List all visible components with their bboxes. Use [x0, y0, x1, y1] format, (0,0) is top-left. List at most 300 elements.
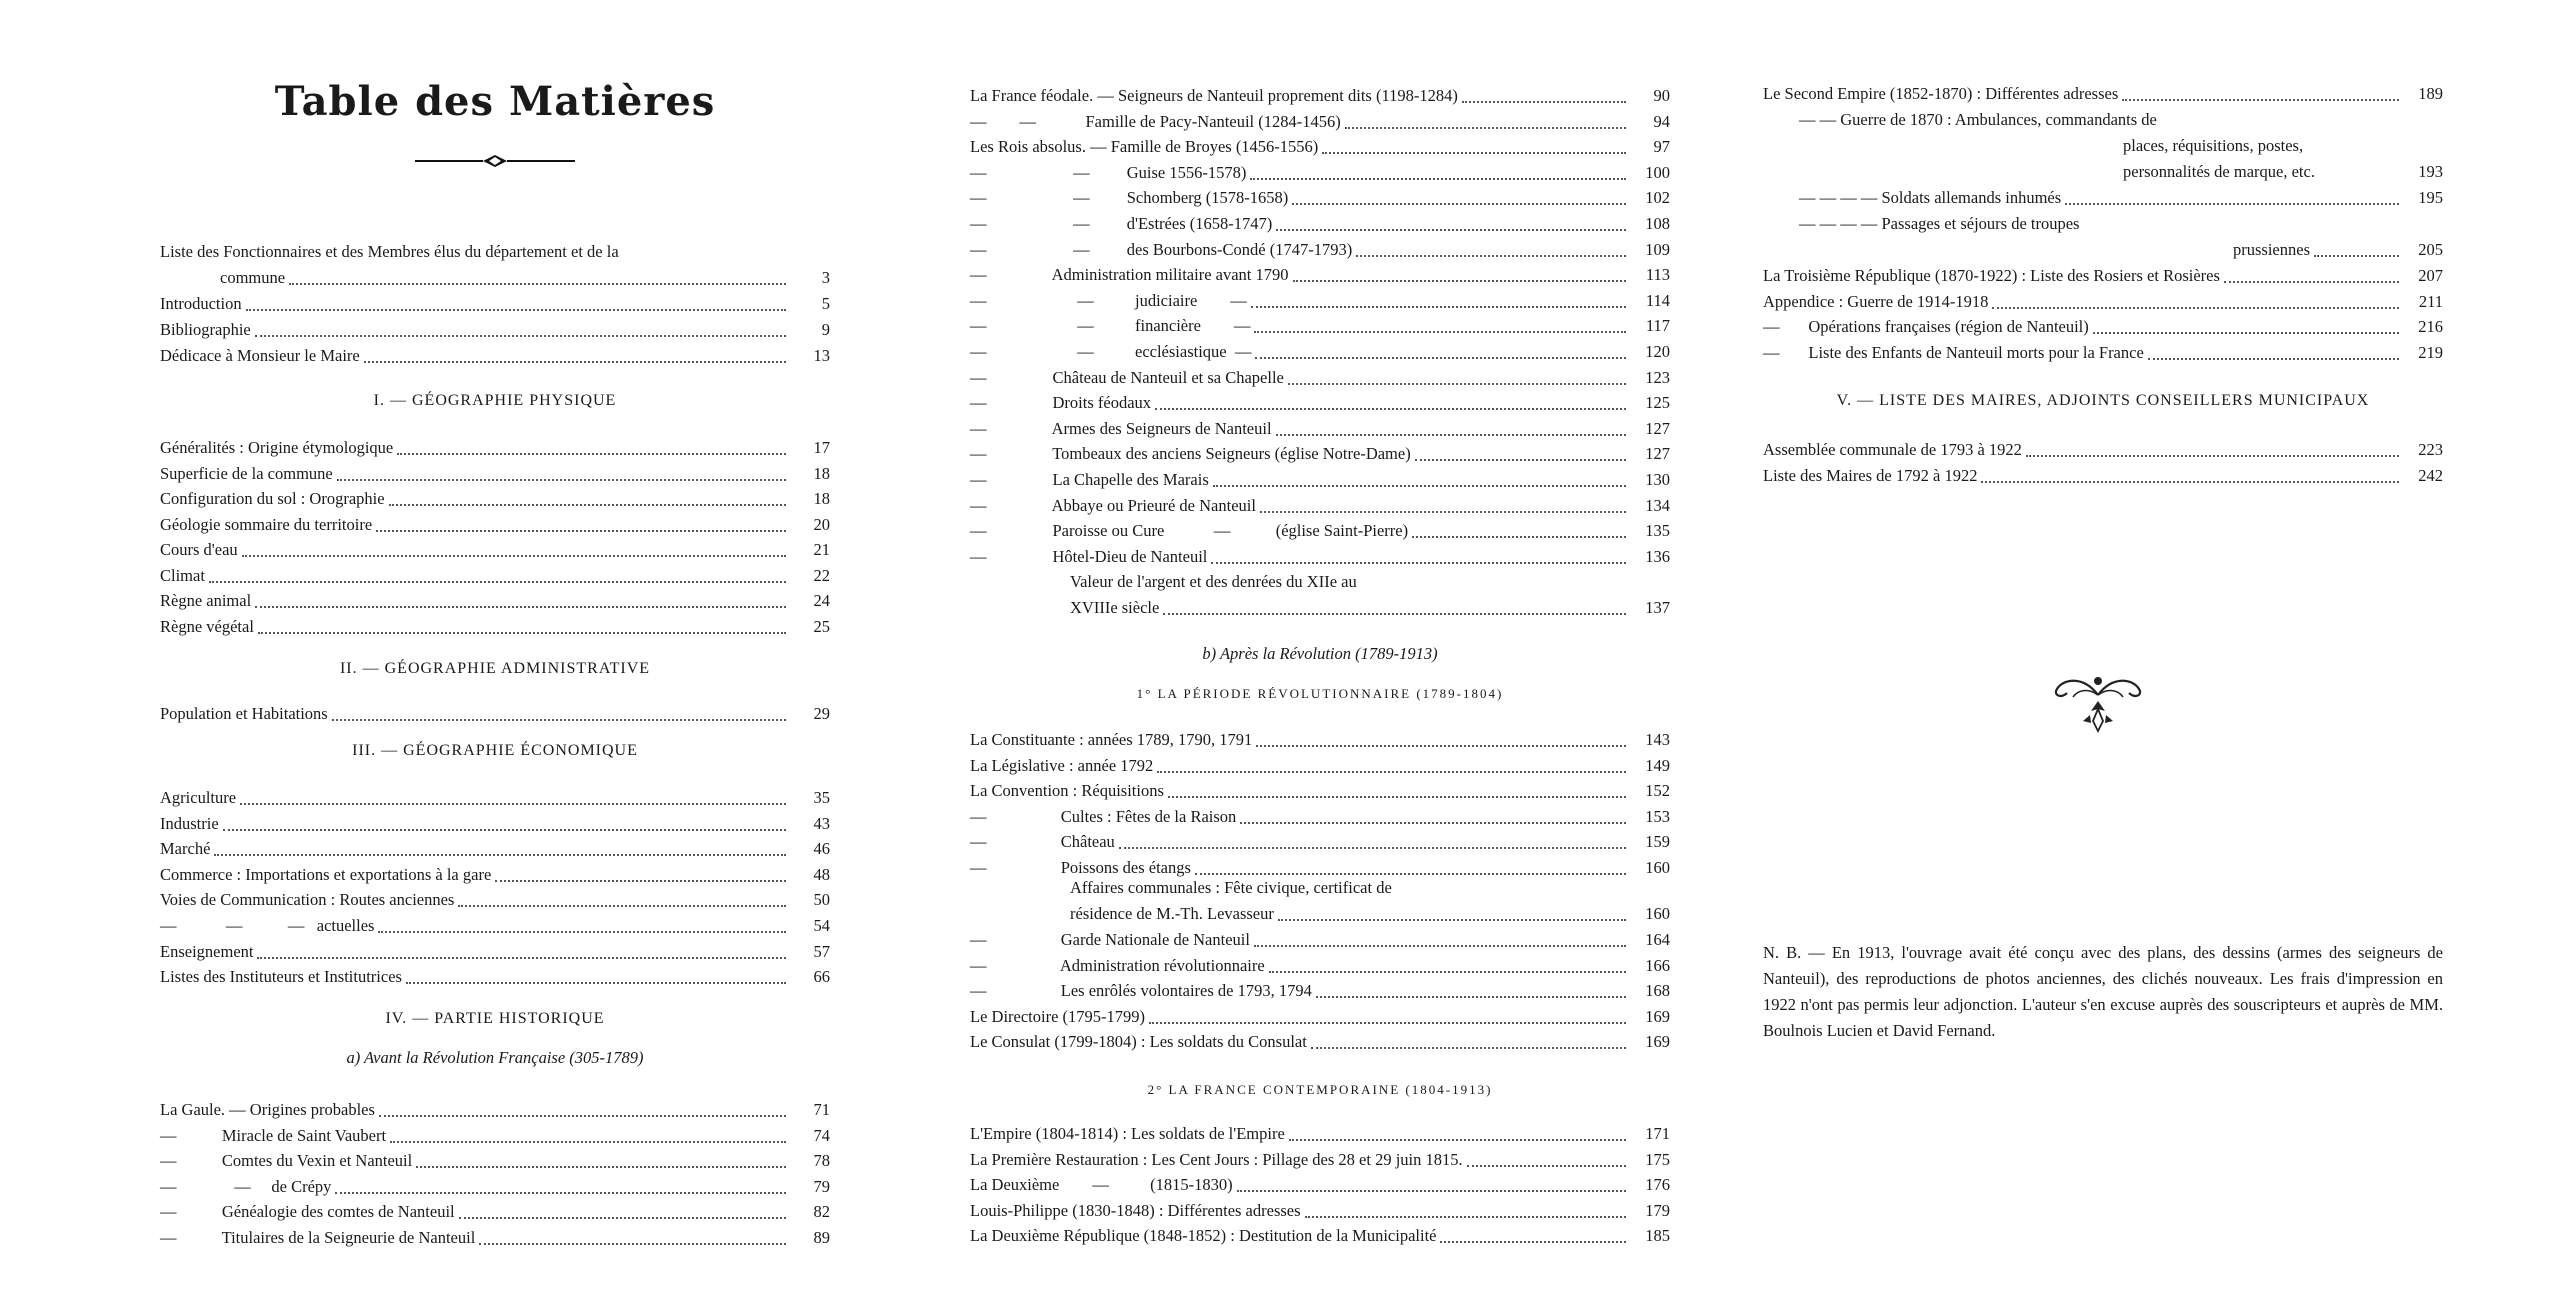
- entry-title: La Gaule. — Origines probables: [160, 1100, 375, 1119]
- toc-entry: [160, 808, 830, 834]
- entry-title: personnalités de marque, etc.: [2123, 162, 2315, 181]
- section-heading-france-contemporaine: 2° LA FRANCE CONTEMPORAINE (1804-1913): [1147, 1082, 1493, 1097]
- toc-entry: [160, 961, 830, 987]
- toc-entry: [970, 724, 1670, 750]
- leader-dots: [1293, 278, 1626, 282]
- toc-entry: [160, 698, 830, 724]
- leader-dots: [1345, 125, 1626, 129]
- toc-entry: [160, 534, 830, 560]
- leader-dots: [1251, 304, 1626, 308]
- entry-page: 48: [813, 864, 830, 884]
- entry-page: 149: [1645, 755, 1670, 775]
- entry-title: Listes des Instituteurs et Institutrices: [160, 967, 402, 987]
- entry-title: Enseignement: [160, 941, 254, 961]
- entry-page: 242: [2418, 466, 2443, 485]
- toc-entry: [970, 801, 1670, 827]
- toc-entry: [970, 438, 1670, 464]
- leader-dots: [378, 929, 786, 933]
- toc-entry: [970, 515, 1670, 541]
- page-title: Table des Matières: [274, 78, 716, 125]
- entry-page: 25: [813, 616, 830, 636]
- entry-title: Commerce : Importations et exportations à la gare: [160, 864, 492, 884]
- entry-title: — Les enrôlés volontaires de 1793, 1794: [970, 981, 1312, 1001]
- leader-dots: [1305, 1214, 1626, 1218]
- toc-entry: [160, 458, 830, 484]
- entry-page: 18: [813, 463, 830, 483]
- leader-dots: [209, 579, 786, 583]
- front-entry-officials: [160, 240, 830, 264]
- entry-page: 82: [813, 1202, 830, 1222]
- entry-page: 54: [813, 916, 830, 935]
- entry-title: — Administration révolutionnaire: [970, 955, 1265, 975]
- leader-dots: [376, 528, 786, 532]
- leader-dots: [214, 852, 786, 856]
- toc-entry: [970, 234, 1670, 260]
- entry-title: Le Second Empire (1852-1870) : Différentes adresses: [1763, 84, 2119, 103]
- toc-entry: [970, 106, 1670, 132]
- entry-valeur-argent: [970, 566, 1670, 592]
- entry-page: 189: [2418, 84, 2443, 103]
- entry-page: 78: [813, 1151, 830, 1171]
- toc-entry: [1763, 286, 2443, 312]
- entry-title: La Législative : année 1792: [970, 755, 1154, 775]
- entry-title: — La Chapelle des Marais: [970, 470, 1209, 489]
- toc-entry: [970, 775, 1670, 801]
- entry-title: Marché: [160, 839, 211, 859]
- toc-entry: [970, 464, 1670, 490]
- toc-entry: [160, 1171, 830, 1197]
- leader-dots: [1255, 355, 1626, 359]
- leader-dots: [2065, 201, 2399, 205]
- toc-entry: [160, 432, 830, 458]
- entry-valeur-argent-cont: [970, 592, 1670, 618]
- toc-entry: [1763, 434, 2443, 460]
- leader-dots: [1276, 432, 1626, 436]
- toc-entry: [160, 1145, 830, 1171]
- nota-bene: N. B. — En 1913, l'ouvrage avait été conçu avec des plans, des dessins (armes des seigneurs de Nanteuil), des reproductions de photos anciennes, des clichés nouveaux. Les frais d'impression en 1922 n'ont pas permis leur adjonction. L'auteur s'en excuse auprès des souscripteurs et auprès de MM. Boulnois Lucien et David Fernand.: [1763, 943, 2443, 1040]
- leader-dots: [2026, 453, 2399, 457]
- entry-page: 193: [2418, 162, 2443, 181]
- entry-guerre-1870-cont2: [1763, 156, 2443, 182]
- entry-title: Voies de Communication : Routes anciennes: [160, 890, 455, 910]
- leader-dots: [1415, 457, 1626, 461]
- entry-page: 66: [813, 967, 830, 987]
- entry-title: Le Consulat (1799-1804) : Les soldats du Consulat: [970, 1032, 1307, 1052]
- entry-title: — — Schomberg (1578-1658): [970, 188, 1289, 208]
- toc-entry: [1763, 311, 2443, 337]
- entry-page: 35: [813, 788, 830, 807]
- entry-soldats-allemands: [1763, 182, 2443, 208]
- subsection-heading-apres-revolution: b) Après la Révolution (1789-1913): [1202, 644, 1438, 663]
- toc-entry: [970, 826, 1670, 852]
- toc-entry: [160, 560, 830, 586]
- entry-title: Dédicace à Monsieur le Maire: [160, 346, 360, 365]
- entry-page: 171: [1645, 1124, 1670, 1143]
- entry-page: 43: [813, 813, 830, 833]
- entry-title: — — — actuelles: [160, 916, 375, 935]
- leader-dots: [242, 553, 786, 557]
- leader-dots: [246, 307, 786, 311]
- leader-dots: [397, 451, 786, 455]
- toc-entry: [970, 310, 1670, 336]
- entry-page: 22: [813, 565, 830, 585]
- leader-dots: [1278, 917, 1626, 921]
- entry-title: places, réquisitions, postes,: [2123, 136, 2304, 155]
- leader-dots: [1149, 1020, 1626, 1024]
- toc-entry: [970, 1195, 1670, 1221]
- entry-page: 18: [813, 489, 830, 508]
- entry-page: 117: [1645, 316, 1670, 336]
- toc-entry: [160, 833, 830, 859]
- toc-entry: [1763, 260, 2443, 286]
- title-ornament-icon: [415, 153, 575, 169]
- entry-page: 113: [1645, 265, 1670, 285]
- entry-page: 159: [1645, 832, 1670, 852]
- toc-entry: [970, 950, 1670, 976]
- leader-dots: [1440, 1239, 1626, 1243]
- entry-page: 153: [1645, 806, 1670, 826]
- entry-page: 127: [1645, 444, 1670, 464]
- toc-entry: [160, 936, 830, 962]
- toc-entry: [160, 288, 830, 314]
- entry-page: 160: [1645, 858, 1670, 877]
- entry-title: Agriculture: [160, 788, 237, 807]
- entry-title: Généralités : Origine étymologique: [160, 438, 394, 457]
- entry-page: 20: [813, 514, 830, 534]
- entry-page: 89: [813, 1228, 830, 1247]
- entry-title: — Paroisse ou Cure — (église Saint-Pierre): [970, 521, 1409, 541]
- entry-page: 160: [1645, 904, 1670, 923]
- section-heading-geographie-physique: I. — GÉOGRAPHIE PHYSIQUE: [373, 392, 617, 409]
- leader-dots: [1992, 305, 2399, 309]
- toc-entry: [970, 750, 1670, 776]
- entry-page: 97: [1653, 137, 1670, 157]
- toc-entry: [160, 1094, 830, 1120]
- leader-dots: [1163, 611, 1626, 615]
- entry-title: — Abbaye ou Prieuré de Nanteuil: [970, 495, 1256, 515]
- entry-title: Le Directoire (1795-1799): [970, 1006, 1146, 1026]
- entry-title: La Troisième République (1870-1922) : Liste des Rosiers et Rosières: [1763, 266, 2220, 285]
- entry-title: La Deuxième — (1815-1830): [970, 1175, 1233, 1195]
- entry-page: 94: [1653, 111, 1670, 131]
- entry-page: 130: [1645, 470, 1670, 489]
- entry-title: — — ecclésiastique —: [970, 342, 1252, 361]
- entry-title: — — Famille de Pacy-Nanteuil (1284-1456): [970, 111, 1341, 131]
- entry-page: 168: [1645, 981, 1670, 1001]
- entry-page: 71: [813, 1100, 830, 1119]
- entry-page: 135: [1645, 521, 1670, 541]
- toc-entry: [160, 884, 830, 910]
- leader-dots: [364, 359, 786, 363]
- entry-page: 17: [813, 438, 830, 457]
- subsection-heading-avant-revolution: a) Avant la Révolution Française (305-1789): [346, 1048, 644, 1067]
- entry-passages-cont: [1763, 234, 2443, 260]
- front-entry-commune: [160, 262, 830, 288]
- entry-title: La France féodale. — Seigneurs de Nanteuil proprement dits (1198-1284): [970, 86, 1458, 105]
- leader-dots: [289, 281, 786, 285]
- entry-title: prussiennes: [2233, 240, 2310, 259]
- entry-page: 137: [1645, 598, 1670, 617]
- entry-page: 211: [2418, 291, 2443, 311]
- entry-page: 207: [2418, 266, 2443, 285]
- entry-page: 223: [2418, 440, 2443, 459]
- leader-dots: [1237, 1188, 1626, 1192]
- entry-title: Climat: [160, 565, 205, 585]
- entry-page: 29: [813, 704, 830, 723]
- leader-dots: [2093, 330, 2399, 334]
- entry-page: 169: [1645, 1006, 1670, 1026]
- entry-title: — Miracle de Saint Vaubert: [160, 1125, 387, 1145]
- leader-dots: [1276, 227, 1626, 231]
- leader-dots: [223, 827, 786, 831]
- entry-title: Superficie de la commune: [160, 463, 333, 483]
- entry-title: — Château de Nanteuil et sa Chapelle: [970, 367, 1284, 387]
- leader-dots: [479, 1241, 786, 1245]
- leader-dots: [458, 903, 786, 907]
- leader-dots: [2224, 279, 2399, 283]
- entry-title: résidence de M.-Th. Levasseur: [1070, 904, 1274, 923]
- leader-dots: [1322, 150, 1626, 154]
- entry-title: XVIIIe siècle: [1070, 598, 1160, 617]
- entry-page: 143: [1645, 730, 1670, 749]
- entry-page: 216: [2418, 317, 2443, 337]
- entry-page: 195: [2418, 188, 2443, 207]
- entry-title: — Administration militaire avant 1790: [970, 265, 1289, 285]
- toc-entry: [970, 490, 1670, 516]
- section-heading-geographie-administrative: II. — GÉOGRAPHIE ADMINISTRATIVE: [339, 660, 651, 677]
- leader-dots: [1168, 794, 1626, 798]
- entry-title: Louis-Philippe (1830-1848) : Différentes adresses: [970, 1200, 1301, 1220]
- leader-dots: [337, 477, 786, 481]
- leader-dots: [240, 801, 786, 805]
- entry-title: — — des Bourbons-Condé (1747-1793): [970, 239, 1353, 259]
- entry-title: Liste des Maires de 1792 à 1922: [1763, 466, 1978, 485]
- leader-dots: [1211, 560, 1626, 564]
- leader-dots: [459, 1215, 786, 1219]
- leader-dots: [1254, 943, 1626, 947]
- entry-page: 176: [1645, 1175, 1670, 1195]
- leader-dots: [495, 878, 786, 882]
- section-heading-geographie-economique: III. — GÉOGRAPHIE ÉCONOMIQUE: [352, 742, 638, 759]
- leader-dots: [1269, 969, 1626, 973]
- front-entry-text: Liste des Fonctionnaires et des Membres élus du département et de la: [160, 242, 619, 261]
- entry-title: Les Rois absolus. — Famille de Broyes (1456-1556): [970, 137, 1319, 157]
- leader-dots: [2148, 356, 2399, 360]
- leader-dots: [1288, 381, 1626, 385]
- toc-entry: [1763, 460, 2443, 486]
- entry-page: 102: [1645, 188, 1670, 208]
- entry-title: — Opérations françaises (région de Nanteuil): [1763, 317, 2089, 337]
- entry-page: 114: [1645, 290, 1670, 310]
- entry-title: — — judiciaire —: [970, 290, 1247, 310]
- entry-title: — — — — Soldats allemands inhumés: [1799, 188, 2062, 207]
- entry-title: — Cultes : Fêtes de la Raison: [970, 806, 1237, 826]
- leader-dots: [1157, 769, 1626, 773]
- entry-page: 74: [813, 1125, 830, 1145]
- entry-title: Population et Habitations: [160, 704, 328, 723]
- entry-affaires-communales: [970, 872, 1670, 898]
- toc-entry: [970, 208, 1670, 234]
- entry-page: 50: [813, 890, 830, 910]
- entry-guerre-1870-cont: [1763, 130, 2443, 156]
- toc-entry: [160, 340, 830, 366]
- entry-title: commune: [220, 268, 286, 287]
- entry-title: La Deuxième République (1848-1852) : Destitution de la Municipalité: [970, 1226, 1437, 1246]
- entry-title: Appendice : Guerre de 1914-1918: [1763, 291, 1989, 311]
- entry-page: 127: [1645, 418, 1670, 438]
- entry-page: 24: [813, 591, 830, 610]
- entry-page: 90: [1653, 86, 1670, 105]
- toc-entry: [160, 509, 830, 535]
- entry-page: 108: [1645, 214, 1670, 233]
- entry-affaires-communales-cont: [970, 898, 1670, 924]
- entry-page: 136: [1645, 546, 1670, 566]
- toc-entry: [970, 131, 1670, 157]
- entry-page: 125: [1645, 393, 1670, 413]
- leader-dots: [2314, 253, 2399, 257]
- toc-entry: [970, 1220, 1670, 1246]
- entry-page: 109: [1645, 239, 1670, 259]
- entry-page: 175: [1645, 1149, 1670, 1169]
- entry-page: 9: [821, 320, 830, 339]
- toc-entry: [160, 611, 830, 637]
- entry-page: 13: [813, 346, 830, 365]
- leader-dots: [1254, 329, 1626, 333]
- toc-entry: [970, 1001, 1670, 1027]
- leader-dots: [255, 333, 786, 337]
- leader-dots: [389, 502, 786, 506]
- leader-dots: [332, 717, 786, 721]
- entry-title: Assemblée communale de 1793 à 1922: [1763, 440, 2022, 459]
- entry-title: Affaires communales : Fête civique, certificat de: [1070, 878, 1392, 897]
- entry-title: — Château: [970, 832, 1115, 852]
- entry-title: — Comtes du Vexin et Nanteuil: [160, 1151, 413, 1171]
- entry-title: — Hôtel-Dieu de Nanteuil: [970, 546, 1208, 566]
- section-heading-partie-historique: IV. — PARTIE HISTORIQUE: [385, 1010, 605, 1027]
- entry-title: Règne animal: [160, 591, 252, 610]
- toc-entry: [970, 1026, 1670, 1052]
- toc-entry: [970, 157, 1670, 183]
- leader-dots: [1412, 534, 1626, 538]
- leader-dots: [1240, 820, 1626, 824]
- toc-entry: [160, 585, 830, 611]
- leader-dots: [1213, 483, 1626, 487]
- leader-dots: [1250, 176, 1626, 180]
- entry-title: — Tombeaux des anciens Seigneurs (église Notre-Dame): [970, 444, 1411, 464]
- entry-title: L'Empire (1804-1814) : Les soldats de l'Empire: [970, 1124, 1285, 1143]
- entry-title: — Liste des Enfants de Nanteuil morts pour la France: [1763, 342, 2144, 362]
- leader-dots: [258, 630, 786, 634]
- leader-dots: [335, 1190, 786, 1194]
- toc-entry: [970, 182, 1670, 208]
- section-heading-liste-des-maires: V. — LISTE DES MAIRES, ADJOINTS CONSEILLERS MUNICIPAUX: [1836, 392, 2370, 409]
- entry-title: Bibliographie: [160, 320, 251, 339]
- leader-dots: [255, 604, 786, 608]
- leader-dots: [416, 1164, 786, 1168]
- toc-entry: [970, 1118, 1670, 1144]
- entry-page: 219: [2418, 342, 2443, 362]
- floral-vignette-icon: [2043, 665, 2153, 735]
- section-heading-periode-revolutionnaire: 1° LA PÉRIODE RÉVOLUTIONNAIRE (1789-1804): [1136, 686, 1504, 701]
- leader-dots: [1462, 99, 1626, 103]
- entry-page: 134: [1645, 495, 1670, 515]
- entry-title: — — — — Passages et séjours de troupes: [1799, 214, 2080, 233]
- entry-title: Règne végétal: [160, 616, 254, 636]
- entry-title: Industrie: [160, 813, 219, 833]
- entry-page: 164: [1645, 930, 1670, 949]
- entry-title: — — d'Estrées (1658-1747): [970, 214, 1273, 233]
- entry-title: — — de Crépy: [160, 1176, 332, 1196]
- entry-page: 185: [1645, 1226, 1670, 1246]
- leader-dots: [379, 1113, 786, 1117]
- entry-page: 79: [813, 1176, 830, 1196]
- toc-entry: [970, 924, 1670, 950]
- leader-dots: [257, 955, 786, 959]
- toc-entry: [970, 413, 1670, 439]
- entry-page: 166: [1645, 955, 1670, 975]
- entry-page: 5: [821, 294, 830, 313]
- leader-dots: [1292, 201, 1626, 205]
- entry-title: — Généalogie des comtes de Nanteuil: [160, 1202, 455, 1222]
- leader-dots: [1119, 845, 1626, 849]
- entry-page: 100: [1645, 162, 1670, 182]
- toc-entry: [970, 259, 1670, 285]
- entry-title: — Poissons des étangs: [970, 858, 1191, 877]
- toc-entry: [970, 541, 1670, 567]
- toc-entry: [160, 859, 830, 885]
- entry-title: Valeur de l'argent et des denrées du XIIe au: [1070, 572, 1357, 591]
- toc-entry: [970, 1169, 1670, 1195]
- entry-title: La Première Restauration : Les Cent Jours : Pillage des 28 et 29 juin 1815.: [970, 1149, 1463, 1169]
- entry-title: — Droits féodaux: [970, 393, 1152, 413]
- toc-entry: [970, 80, 1670, 106]
- toc-entry: [160, 782, 830, 808]
- toc-entry: [160, 483, 830, 509]
- entry-title: — Armes des Seigneurs de Nanteuil: [970, 418, 1272, 438]
- entry-title: — — Guerre de 1870 : Ambulances, commandants de: [1799, 110, 2157, 129]
- leader-dots: [390, 1139, 786, 1143]
- leader-dots: [1981, 479, 2399, 483]
- entry-title: La Constituante : années 1789, 1790, 1791: [970, 730, 1253, 749]
- leader-dots: [1289, 1137, 1626, 1141]
- leader-dots: [1467, 1163, 1626, 1167]
- entry-title: Géologie sommaire du territoire: [160, 514, 373, 534]
- toc-entry: [160, 910, 830, 936]
- leader-dots: [1316, 994, 1626, 998]
- toc-entry: [970, 285, 1670, 311]
- toc-entry: [970, 362, 1670, 388]
- entry-title: Cours d'eau: [160, 540, 238, 559]
- toc-entry: [1763, 78, 2443, 104]
- leader-dots: [2122, 97, 2399, 101]
- toc-entry: [160, 314, 830, 340]
- entry-title: — Garde Nationale de Nanteuil: [970, 930, 1250, 949]
- entry-title: — Titulaires de la Seigneurie de Nanteuil: [160, 1228, 476, 1247]
- toc-entry: [970, 1144, 1670, 1170]
- toc-entry: [970, 387, 1670, 413]
- entry-title: La Convention : Réquisitions: [970, 781, 1164, 801]
- entry-page: 3: [821, 268, 830, 287]
- toc-entry: [970, 975, 1670, 1001]
- toc-entry: [1763, 337, 2443, 363]
- leader-dots: [1356, 253, 1626, 257]
- entry-page: 120: [1645, 342, 1670, 361]
- leader-dots: [1311, 1045, 1626, 1049]
- entry-page: 21: [813, 540, 830, 559]
- entry-page: 152: [1645, 781, 1670, 801]
- entry-page: 57: [813, 941, 830, 961]
- entry-guerre-1870: [1763, 104, 2443, 130]
